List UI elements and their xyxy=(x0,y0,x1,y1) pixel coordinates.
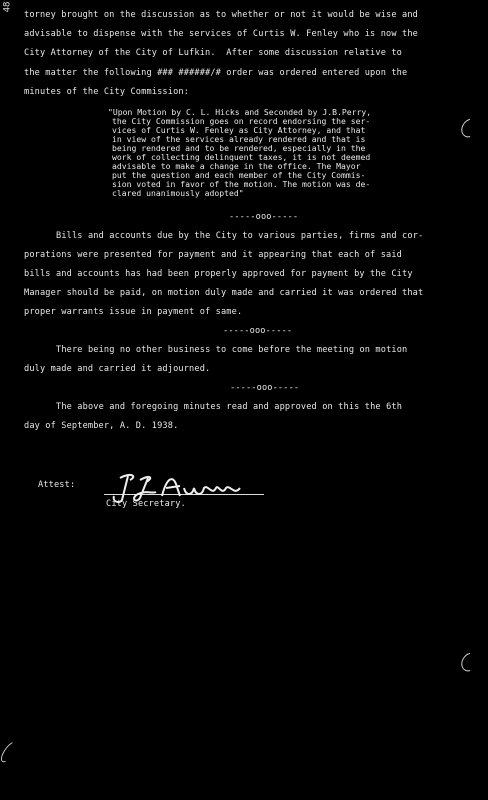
quote-line-2: the City Commission goes on record endorsing the ser- xyxy=(112,116,371,126)
margin-bracket xyxy=(0,739,20,764)
city-secretary-title: City Secretary. xyxy=(106,499,186,509)
paragraph-1-line-5: minutes of the City Commission: xyxy=(24,87,190,97)
margin-page-mark: 48 xyxy=(2,1,13,13)
quote-line-10: clared unanimously adopted" xyxy=(112,188,244,198)
attest-label: Attest: xyxy=(38,480,76,490)
paragraph-1-line-2: advisable to dispense with the services of Curtis W. Fenley who is now the xyxy=(24,29,418,39)
paragraph-1-line-3: City Attorney of the City of Lufkin. After some discussion relative to xyxy=(24,48,402,58)
paragraph-1-line-1: torney brought on the discussion as to whether or not it would be wise and xyxy=(24,10,418,20)
paragraph-4-line-2: day of September, A. D. 1938. xyxy=(24,421,179,431)
binder-hole-bottom xyxy=(458,649,483,675)
quote-line-3: vices of Curtis W. Fenley as City Attorney, and that xyxy=(112,125,366,135)
paragraph-3-line-2: duly made and carried it adjourned. xyxy=(24,364,211,374)
separator-3: -----ooo----- xyxy=(230,383,300,393)
quote-line-7: advisable to make a change in the office. The Mayor xyxy=(112,161,361,171)
quote-line-9: sion voted in favor of the motion. The motion was de- xyxy=(112,179,371,189)
paragraph-2-line-3: bills and accounts has had been properly approved for payment by the City xyxy=(24,269,413,279)
separator-2: -----ooo----- xyxy=(223,326,293,336)
quote-line-6: work of collecting delinquent taxes, it is not deemed xyxy=(112,152,371,162)
paragraph-3-line-1: There being no other business to come before the meeting on motion xyxy=(56,345,408,355)
paragraph-2-line-4: Manager should be paid, on motion duly made and carried it was ordered that xyxy=(24,288,424,298)
quote-line-5: being rendered and to be rendered, especially in the xyxy=(112,143,366,153)
quote-line-8: put the question and each member of the City Commis- xyxy=(112,170,366,180)
quote-line-4: in view of the services already rendered and that is xyxy=(112,134,366,144)
quote-line-1: "Upon Motion by C. L. Hicks and Seconded by J.B.Perry, xyxy=(108,107,372,117)
paragraph-1-line-4: the matter the following ### ######/# order was ordered entered upon the xyxy=(24,68,408,78)
separator-1: -----ooo----- xyxy=(229,212,299,222)
paragraph-2-line-5: proper warrants issue in payment of same. xyxy=(24,307,243,317)
paragraph-4-line-1: The above and foregoing minutes read and approved on this the 6th xyxy=(56,402,403,412)
binder-hole-top xyxy=(458,115,483,141)
paragraph-2-line-1: Bills and accounts due by the City to various parties, firms and cor- xyxy=(56,231,424,241)
paragraph-2-line-2: porations were presented for payment and it appearing that each of said xyxy=(24,250,402,260)
